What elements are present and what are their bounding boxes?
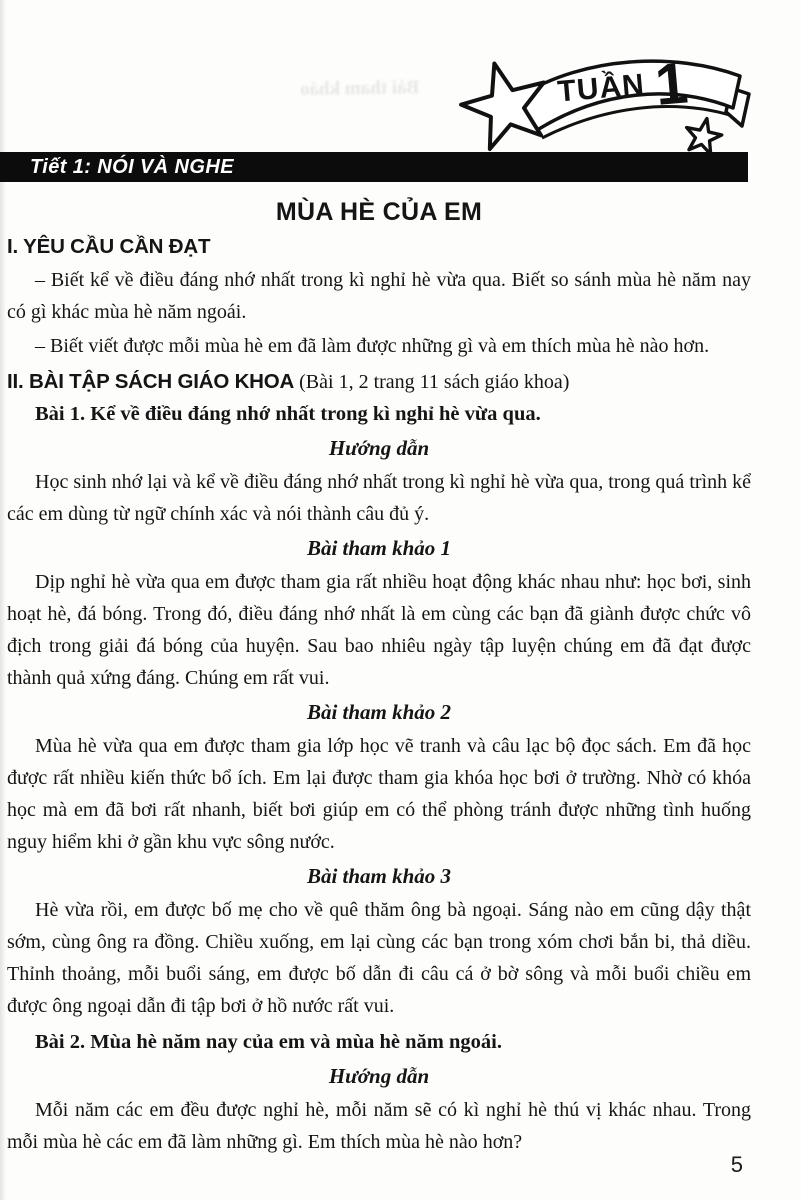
sample-1-heading: Bài tham khảo 1 — [306, 536, 452, 560]
lesson-title: Tiết 1: NÓI VÀ NGHE — [30, 155, 234, 178]
week-banner-graphic — [450, 44, 752, 156]
guide-heading: Hướng dẫn — [328, 1064, 430, 1088]
sample-2-heading: Bài tham khảo 2 — [306, 700, 452, 724]
sample-3-heading: Bài tham khảo 3 — [306, 864, 452, 888]
guide-heading: Hướng dẫn — [328, 436, 430, 460]
week-banner — [450, 44, 752, 156]
exercise-2-title: Bài 2. Mùa hè năm nay của em và mùa hè năm ngoái. — [35, 1031, 502, 1053]
page-content — [7, 194, 751, 1160]
lesson-title-bar — [0, 152, 748, 182]
page-title: MÙA HÈ CỦA EM — [275, 198, 483, 226]
sample-2-text: Mùa hè vừa qua em được tham gia lớp học vẽ tranh và câu lạc bộ đọc sách. Em đã học được rất nhiều kiến thức bổ ích. Em lại được tham gia khóa học bơi ở trường. Nhờ có khóa học mà em đã bơi rất nhanh, biết bơi giúp em có thể phòng tránh được những tình huống nguy hiểm khi ở gần khu vực sông nước. — [7, 735, 751, 853]
week-label: TUẦN — [556, 68, 647, 109]
bleed-through-text: Bài tham khảo — [299, 76, 420, 101]
week-number: 1 — [652, 50, 691, 119]
sample-1-text: Dịp nghỉ hè vừa qua em được tham gia rất nhiều hoạt động khác nhau như: học bơi, sinh hoạt hè, đá bóng. Trong đó, điều đáng nhớ nhất là em cùng các bạn đã giành được chức vô địch trong giải đá bóng của huyện. Sau bao nhiêu ngày tập luyện chúng em đã đạt được thành quả xứng đáng. Chúng em rất vui. — [7, 571, 751, 689]
guide-text: Học sinh nhớ lại và kể về điều đáng nhớ nhất trong kì nghỉ hè vừa qua, trong quá trình kể các em dùng từ ngữ chính xác và nói thành câu đủ ý. — [7, 471, 751, 525]
requirement-item: – Biết kể về điều đáng nhớ nhất trong kì nghỉ hè vừa qua. Biết so sánh mùa hè năm nay có gì khác mùa hè năm ngoái. — [7, 269, 751, 323]
section-exercises-heading — [7, 370, 751, 394]
page-number: 5 — [730, 1152, 743, 1177]
requirement-item: – Biết viết được mỗi mùa hè em đã làm được những gì và em thích mùa hè nào hơn. — [35, 335, 710, 357]
section-requirements-heading: I. YÊU CẦU CẦN ĐẠT — [7, 235, 211, 258]
small-star-icon — [682, 115, 724, 156]
section-exercises-heading-bold: II. BÀI TẬP SÁCH GIÁO KHOA — [7, 370, 295, 393]
exercise-1-title: Bài 1. Kể về điều đáng nhớ nhất trong kì nghỉ hè vừa qua. — [35, 403, 541, 425]
section-exercises-heading-note: (Bài 1, 2 trang 11 sách giáo khoa) — [294, 371, 570, 393]
guide-text: Mỗi năm các em đều được nghỉ hè, mỗi năm sẽ có kì nghỉ hè thú vị khác nhau. Trong mỗi mùa hè các em đã làm những gì. Em thích mùa hè nào hơn? — [7, 1099, 751, 1153]
sample-3-text: Hè vừa rồi, em được bố mẹ cho về quê thăm ông bà ngoại. Sáng nào em cũng dậy thật sớm, cùng ông ra đồng. Chiều xuống, em lại cùng các bạn trong xóm chơi bắn bi, thả diều. Thỉnh thoảng, mỗi buổi sáng, em được bố dẫn đi câu cá ở bờ sông và mỗi buổi chiều em được ông ngoại dẫn đi tập bơi ở hồ nước rất vui. — [7, 899, 751, 1017]
